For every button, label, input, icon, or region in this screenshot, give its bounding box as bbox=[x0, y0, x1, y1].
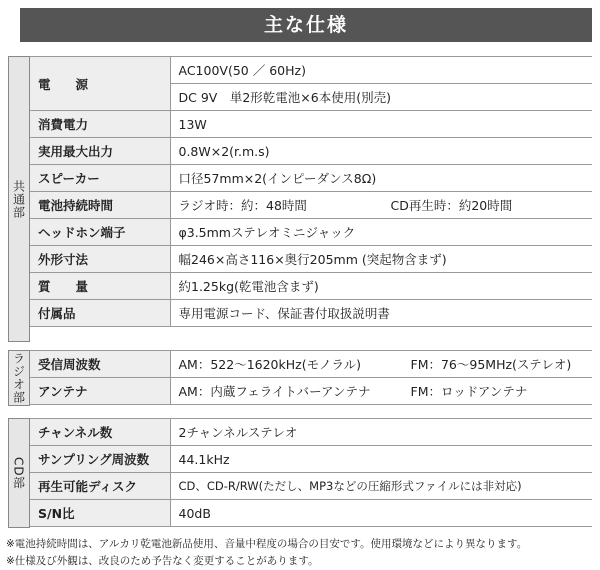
spec-value: 幅246×高さ116×奥行205mm (突起物含まず) bbox=[170, 246, 592, 273]
spec-value: 13W bbox=[170, 111, 592, 138]
spec-label: スピーカー bbox=[30, 165, 170, 192]
table-row bbox=[30, 419, 592, 446]
spec-value: DC 9V 単2形乾電池×6本使用(別売) bbox=[170, 84, 592, 111]
table-row bbox=[30, 165, 592, 192]
spec-value: 44.1kHz bbox=[170, 446, 592, 473]
spec-value-pair bbox=[170, 378, 592, 405]
section-radio bbox=[8, 350, 592, 406]
table-row bbox=[30, 111, 592, 138]
side-label-text: CD部 bbox=[11, 456, 26, 490]
table-row bbox=[30, 57, 592, 84]
spec-value: CD、CD-R/RW(ただし、MP3などの圧縮形式ファイルには非対応) bbox=[170, 473, 592, 500]
section-common bbox=[8, 56, 592, 342]
table-row bbox=[30, 351, 592, 378]
table-row bbox=[30, 246, 592, 273]
spec-table-radio bbox=[30, 350, 592, 405]
spec-label: 実用最大出力 bbox=[30, 138, 170, 165]
spec-value: AC100V(50 ／ 60Hz) bbox=[170, 57, 592, 84]
table-row bbox=[30, 192, 592, 219]
spec-value: 40dB bbox=[170, 500, 592, 527]
spec-label: チャンネル数 bbox=[30, 419, 170, 446]
spec-value: φ3.5mmステレオミニジャック bbox=[170, 219, 592, 246]
table-row bbox=[30, 500, 592, 527]
spec-label: ヘッドホン端子 bbox=[30, 219, 170, 246]
footnote: ※仕様及び外観は、改良のため予告なく変更することがあります。 bbox=[6, 555, 319, 567]
spec-value-secondary: CD再生時：約20時間 bbox=[390, 198, 513, 213]
spec-label: 質 量 bbox=[30, 273, 170, 300]
table-row bbox=[30, 138, 592, 165]
spec-value: 2チャンネルステレオ bbox=[170, 419, 592, 446]
spec-label: アンテナ bbox=[30, 378, 170, 405]
spec-value: 専用電源コード、保証書付取扱説明書 bbox=[170, 300, 592, 327]
spec-value: 0.8W×2(r.m.s) bbox=[170, 138, 592, 165]
spec-label: 受信周波数 bbox=[30, 351, 170, 378]
spec-label: 再生可能ディスク bbox=[30, 473, 170, 500]
spec-value-pair bbox=[170, 192, 592, 219]
spec-label: 電池持続時間 bbox=[30, 192, 170, 219]
spec-label: S/N比 bbox=[30, 500, 170, 527]
table-row bbox=[30, 273, 592, 300]
spec-label: 外形寸法 bbox=[30, 246, 170, 273]
spec-label: サンプリング周波数 bbox=[30, 446, 170, 473]
side-label-text: ラジオ部 bbox=[11, 352, 26, 404]
table-row bbox=[30, 473, 592, 500]
table-row bbox=[30, 378, 592, 405]
spec-value: ラジオ時：約：48時間 bbox=[178, 198, 307, 213]
section-cd bbox=[8, 418, 592, 528]
spec-value: AM：内蔵フェライトバーアンテナ bbox=[178, 384, 371, 399]
table-row bbox=[30, 219, 592, 246]
table-row bbox=[30, 446, 592, 473]
spec-table-common bbox=[30, 56, 592, 327]
spec-label: 消費電力 bbox=[30, 111, 170, 138]
footnotes bbox=[6, 536, 596, 570]
table-row bbox=[30, 300, 592, 327]
footnote: ※電池持続時間は、アルカリ乾電池新品使用、音量中程度の場合の目安です。使用環境などにより異なります。 bbox=[6, 538, 528, 550]
spec-value: 口径57mm×2(インピーダンス8Ω) bbox=[170, 165, 592, 192]
section-side-label bbox=[8, 56, 30, 342]
spec-value: AM：522〜1620kHz(モノラル) bbox=[178, 357, 361, 372]
page-title: 主な仕様 bbox=[20, 8, 592, 42]
spec-label: 付属品 bbox=[30, 300, 170, 327]
spec-value-pair bbox=[170, 351, 592, 378]
side-label-text: 共通部 bbox=[11, 179, 26, 219]
spec-value-secondary: FM：ロッドアンテナ bbox=[410, 384, 528, 399]
spec-table-cd bbox=[30, 418, 592, 527]
spec-value: 約1.25kg(乾電池含まず) bbox=[170, 273, 592, 300]
spec-label: 電 源 bbox=[30, 57, 170, 111]
section-side-label bbox=[8, 350, 30, 406]
spec-value-secondary: FM：76〜95MHz(ステレオ) bbox=[410, 357, 572, 372]
section-side-label bbox=[8, 418, 30, 528]
